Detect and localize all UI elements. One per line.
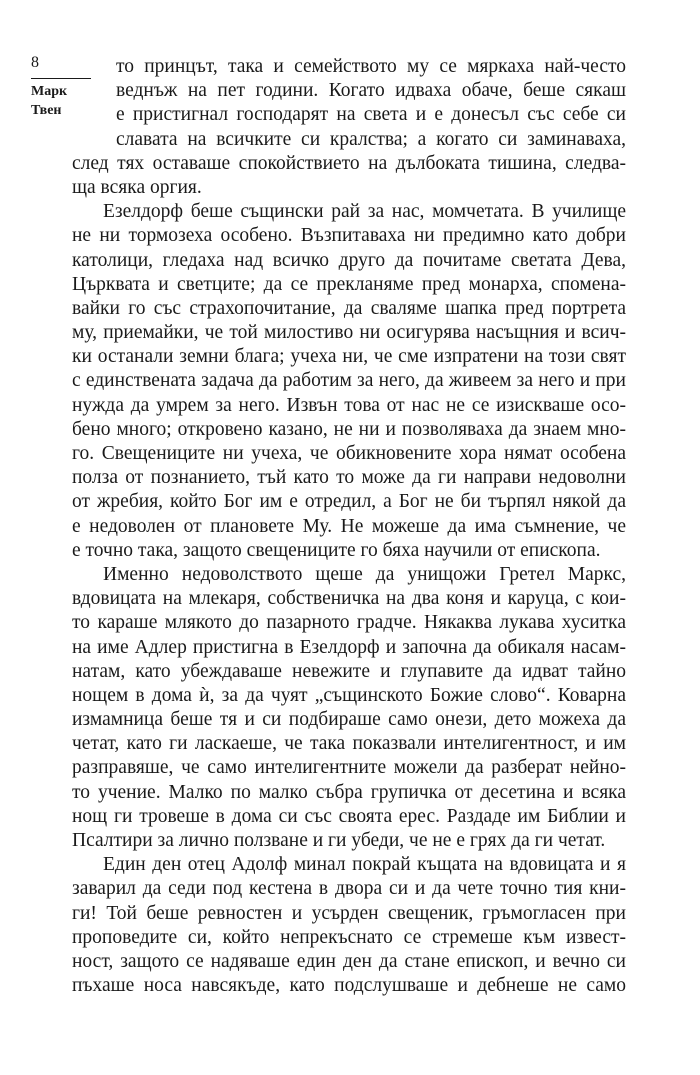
text-line: то учение. Малко по малко събра групичка от десетина и всяка: [72, 781, 626, 803]
text-line: с единствената задача да работим за него, да живеем за него и при: [72, 370, 626, 392]
text-line: четат, като ги ласкаеше, че така показвали интелигентност, и им: [72, 733, 626, 755]
text-line: нощем в дома ѝ, за да чуят „същинското Божие слово“. Коварна: [72, 684, 626, 706]
author-last-name: Твен: [31, 103, 62, 118]
text-line: бено много; откровено казано, не ни и позволяваха да знаем мно-: [72, 418, 626, 440]
text-line: от жребия, който Бог им е отредил, а Бог не би търпял някой да: [72, 491, 626, 513]
author-first-name: Марк: [31, 84, 68, 99]
text-line: вайки го със страхопочитание, да сваляме шапка пред портрета: [72, 297, 626, 319]
text-line: ща всяка оргия.: [72, 176, 202, 198]
text-line: нощ ги тровеше в дома си със своята ерес. Раздаде им Библии и: [72, 805, 626, 827]
text-line: разправяше, че само интелигентните можели да разберат нейно-: [72, 757, 626, 779]
page-number: 8: [31, 54, 39, 71]
text-line: то караше млякото до пазарното градче. Някаква лукава хуситка: [72, 612, 626, 634]
running-head: [31, 82, 67, 120]
text-line: на име Адлер пристигна в Езелдорф и започна да обикаля насам-: [72, 636, 626, 658]
text-line: проповедите си, който непрекъснато се стремеше към извест-: [72, 926, 626, 948]
text-line: Езелдорф беше същински рай за нас, момчетата. В училище: [103, 201, 626, 223]
text-line: след тях оставаше спокойствието на дълбоката тишина, следва-: [72, 152, 626, 174]
text-line: то принцът, така и семейството му се мяркаха най-често: [116, 56, 626, 77]
text-line: ги! Той беше ревностен и усърден свещеник, гръмогласен при: [72, 902, 626, 924]
text-line: е пристигнал господарят на света и е донесъл със себе си: [116, 104, 626, 126]
text-line: е точно така, защото свещениците го бяха научили от епископа.: [72, 539, 601, 561]
text-line: не ни тормозеха особено. Възпитаваха ни предимно като добри: [72, 225, 626, 247]
text-line: католици, гледаха над всичко друго да почитаме светата Дева,: [72, 249, 626, 271]
text-line: Именно недоволството щеше да унищожи Гретел Маркс,: [103, 563, 626, 585]
text-line: полза от познанието, тъй като то може да ги направи недоволни: [72, 467, 626, 489]
text-line: Един ден отец Адолф минал покрай къщата на вдовицата и я: [103, 854, 626, 876]
text-line: заварил да седи под кестена в двора си и да чете точно тия кни-: [72, 878, 626, 900]
body-text: [72, 55, 626, 998]
text-line: веднъж на пет години. Когато идваха обаче, беше сякаш: [116, 80, 626, 102]
text-line: ки останали земни блага; учеха ни, че сме изпратени на този свят: [72, 346, 626, 368]
text-line: ност, защото се надяваше един ден да стане епископ, и вечно си: [72, 950, 626, 972]
text-line: Псалтири за лично ползване и ги убеди, че не е грях да ги четат.: [72, 830, 606, 851]
text-line: Църквата и светците; да се прекланяме пред монарха, спомена-: [72, 273, 626, 295]
text-line: вдовицата на млекаря, собственичка на два коня и каруца, с кои-: [72, 588, 626, 610]
text-line: му, приемайки, че той милостиво ни осигурява насъщния и всич-: [72, 322, 626, 344]
text-line: нужда да умрем за него. Извън това от нас не се изискваше осо-: [72, 394, 626, 416]
text-line: натам, като убеждаваше невежите и глупавите да идват тайно: [72, 660, 626, 682]
text-line: го. Свещениците ни учеха, че обикновените хора нямат особена: [72, 443, 626, 464]
text-line: пъхаше носа навсякъде, като подслушваше и дебнеше не само: [72, 975, 626, 997]
text-line: е недоволен от плановете Му. Не можеше да има съмнение, че: [72, 515, 626, 537]
text-line: измамница беше тя и си подбираше само онези, дето можеха да: [72, 709, 626, 731]
text-line: славата на всичките си кралства; а когато си заминаваха,: [116, 128, 626, 150]
